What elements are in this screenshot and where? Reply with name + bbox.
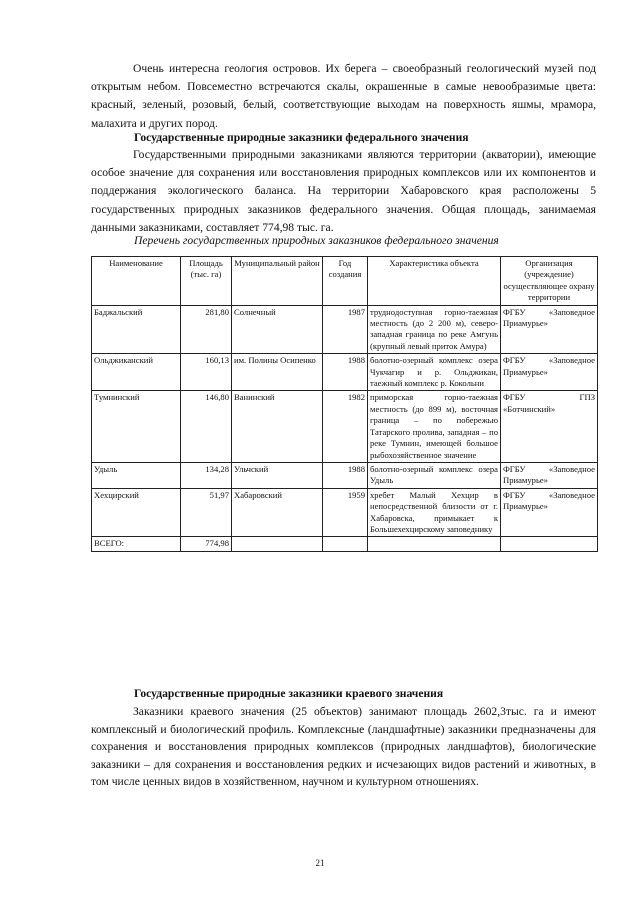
total-label: ВСЕГО: bbox=[92, 537, 181, 551]
federal-paragraph: Государственными природными заказниками являются территории (акватории), имеющие особое значение для сохранения или восстановления природных комплексов или их компонентов и поддержания экологического баланса. На территории Хабаровского края расположены 5 государственных природных заказников федерального значения. Общая площадь, занимаемая данными заказниками, составляет 774,98 тыс. га. bbox=[91, 148, 596, 234]
header-description: Характеристика объекта bbox=[368, 257, 501, 306]
cell-organization: ФГБУ ГПЗ «Ботчинский» bbox=[501, 391, 598, 462]
table-row bbox=[92, 462, 598, 488]
cell-description: труднодоступная горно-таежная местность (до 2 200 м), северо-западная граница по реке Амгунь (крупный левый приток Амура) bbox=[368, 305, 501, 354]
cell-description: приморская горно-таежная местность (до 899 м), восточная граница – по побережью Татарского пролива, западная – по реке Тумнин, имеющей большое рыбохозяйственное значение bbox=[368, 391, 501, 462]
cell-district: Солнечный bbox=[232, 305, 323, 354]
cell-district: Ульчский bbox=[232, 462, 323, 488]
cell-organization: ФГБУ «Заповедное Приамурье» bbox=[501, 354, 598, 391]
regional-paragraph: Заказники краевого значения (25 объектов) занимают площадь 2602,3тыс. га и имеют комплексный и биологический профиль. Комплексные (ландшафтные) заказники предназначены для сохранения и восстановления природных комплексов (природных ландшафтов), биологические заказники – для сохранения и восстановления редких и исчезающих видов растений и животных, в том числе ценных видов в хозяйственном, научном и культурном отношениях. bbox=[91, 705, 596, 789]
cell-name: Хехцирский bbox=[92, 488, 181, 537]
table-header-row bbox=[92, 257, 598, 306]
cell-description: болотно-озерный комплекс озера Чукчагир и р. Ольджикан, таежный комплекс р. Кокольни bbox=[368, 354, 501, 391]
cell-description: болотно-озерный комплекс озера Удыль bbox=[368, 462, 501, 488]
cell-area: 51,97 bbox=[181, 488, 232, 537]
cell-year: 1988 bbox=[323, 354, 368, 391]
empty-cell bbox=[368, 537, 501, 551]
cell-organization: ФГБУ «Заповедное Приамурье» bbox=[501, 462, 598, 488]
table-row bbox=[92, 391, 598, 462]
cell-year: 1959 bbox=[323, 488, 368, 537]
cell-year: 1988 bbox=[323, 462, 368, 488]
cell-district: Хабаровский bbox=[232, 488, 323, 537]
empty-cell bbox=[232, 537, 323, 551]
page-number: 21 bbox=[315, 858, 325, 868]
cell-area: 146,80 bbox=[181, 391, 232, 462]
cell-area: 281,80 bbox=[181, 305, 232, 354]
cell-name: Тумнинский bbox=[92, 391, 181, 462]
cell-district: им. Полины Осипенко bbox=[232, 354, 323, 391]
empty-cell bbox=[501, 537, 598, 551]
header-district: Муниципальный район bbox=[232, 257, 323, 306]
cell-description: хребет Малый Хехцир в непосредственной близости от г. Хабаровска, примыкает к Большехехцирскому заповеднику bbox=[368, 488, 501, 537]
total-value: 774,98 bbox=[181, 537, 232, 551]
cell-area: 160,13 bbox=[181, 354, 232, 391]
cell-organization: ФГБУ «Заповедное Приамурье» bbox=[501, 488, 598, 537]
table-total-row bbox=[92, 537, 598, 551]
cell-name: Удыль bbox=[92, 462, 181, 488]
federal-heading: Государственные природные заказники федерального значения bbox=[134, 131, 469, 144]
cell-district: Ванинский bbox=[232, 391, 323, 462]
cell-area: 134,28 bbox=[181, 462, 232, 488]
regional-heading: Государственные природные заказники краевого значения bbox=[134, 687, 444, 700]
cell-year: 1982 bbox=[323, 391, 368, 462]
cell-organization: ФГБУ «Заповедное Приамурье» bbox=[501, 305, 598, 354]
cell-name: Баджальский bbox=[92, 305, 181, 354]
table-row bbox=[92, 488, 598, 537]
header-area: Площадь (тыс. га) bbox=[181, 257, 232, 306]
header-year: Год создания bbox=[323, 257, 368, 306]
header-name: Наименование bbox=[92, 257, 181, 306]
table-caption: Перечень государственных природных заказников федерального значения bbox=[134, 234, 499, 247]
table-row bbox=[92, 305, 598, 354]
cell-name: Ольджиканский bbox=[92, 354, 181, 391]
reserves-table bbox=[91, 256, 598, 552]
table-row bbox=[92, 354, 598, 391]
header-organization: Организация (учреждение) осуществляющее охрану территории bbox=[501, 257, 598, 306]
empty-cell bbox=[323, 537, 368, 551]
cell-year: 1987 bbox=[323, 305, 368, 354]
intro-paragraph: Очень интересна геология островов. Их берега – своеобразный геологический музей под открытым небом. Повсеместно встречаются скалы, окрашенные в самые невообразимые цвета: красный, зеленый, розовый, белый, соответствующие выходам на поверхность яшмы, мрамора, малахита и других пород. bbox=[91, 62, 596, 130]
